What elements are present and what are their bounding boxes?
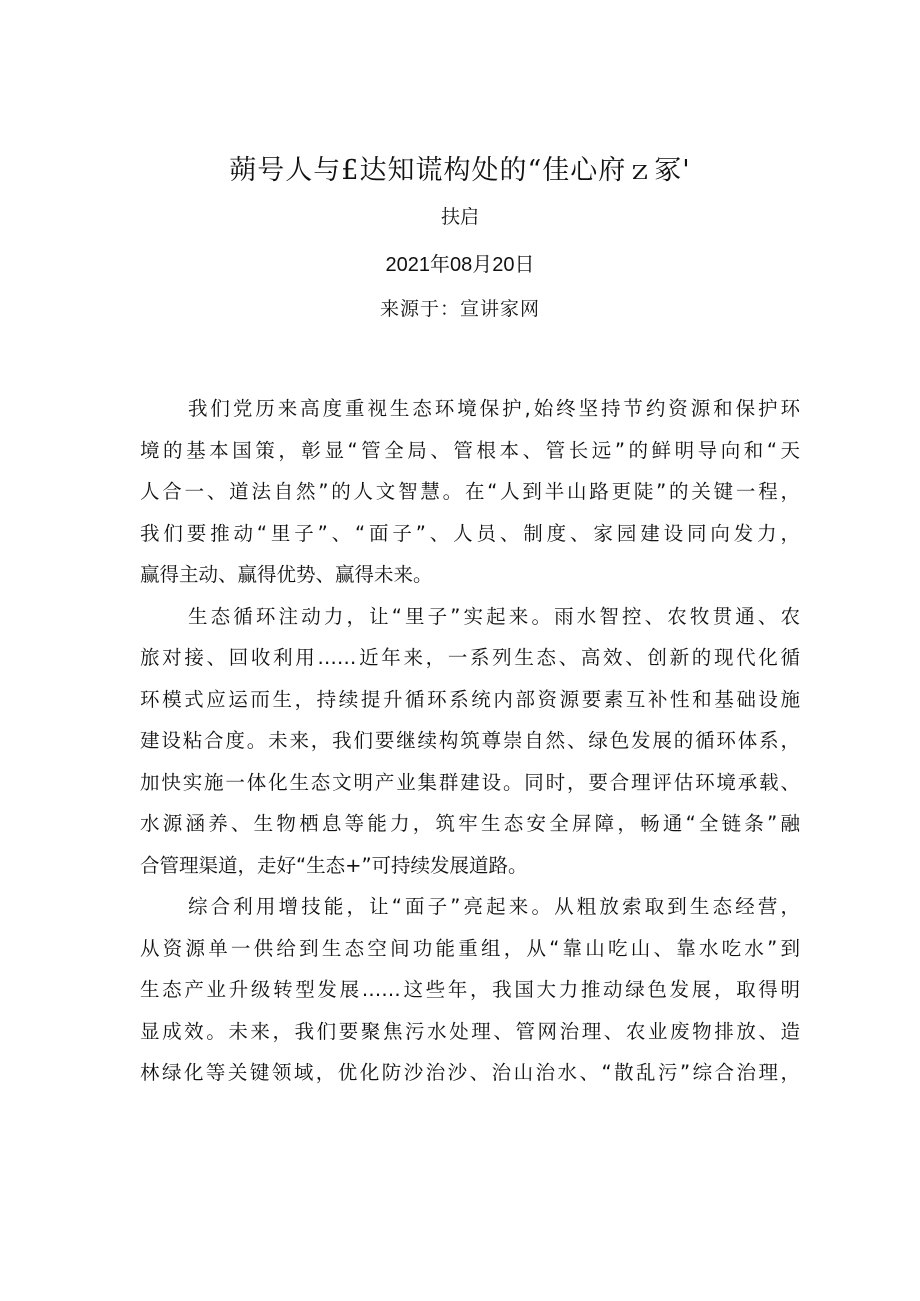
paragraph-2 [140,596,800,887]
article-body [140,388,800,1094]
paragraph-line: 显成效。未来，我们要聚焦污水处理、管网治理、农业废物排放、造 [140,1019,800,1043]
paragraph-line: 生态产业升级转型发展……这些年，我国大力推动绿色发展，取得明 [140,978,800,1001]
paragraph-1 [140,388,800,596]
paragraph-line: 境的基本国策，彰显“管全局、管根本、管长远”的鲜明导向和“天 [140,438,800,462]
paragraph-line: 建设粘合度。未来，我们要继续构筑尊崇自然、绿色发展的循环体系， [140,729,800,752]
paragraph-line: 我们要推动“里子”、“面子”、人员、制度、家园建设同向发力， [140,521,800,545]
article-source: 来源于：宣讲家网 [379,298,540,320]
paragraph-line: 赢得主动、赢得优势、赢得未来。 [140,563,433,586]
paragraph-line: 加快实施一体化生态文明产业集群建设。同时，要合理评估环境承载、 [140,770,800,794]
paragraph-line: 从资源单一供给到生态空间功能重组，从“靠山吃山、靠水吃水”到 [140,936,800,960]
paragraph-line: 人合一、道法自然”的人文智慧。在“人到半山路更陡”的关键一程， [140,480,800,503]
paragraph-line: 旅对接、回收利用……近年来，一系列生态、高效、创新的现代化循 [140,646,800,669]
paragraph-line: 水源涵养、生物栖息等能力，筑牢生态安全屏障，畅通“全链条”融 [140,812,800,835]
article-title: 蒴号人与£达知谎构处的“佳心府ｚ冢' [229,155,691,186]
paragraph-line: 综合利用增技能，让“面子”亮起来。从粗放索取到生态经营， [188,895,800,918]
paragraph-line: 林绿化等关键领域，优化防沙治沙、治山治水、“散乱污”综合治理， [140,1061,800,1084]
article-date: 2021年08月20日 [385,254,535,276]
article-author: 扶启 [440,206,479,228]
paragraph-line: 我们党历来高度重视生态环境保护,始终坚持节约资源和保护环 [188,397,800,420]
paragraph-line: 环模式应运而生，持续提升循环系统内部资源要素互补性和基础设施 [140,687,800,711]
paragraph-3 [140,886,800,1094]
paragraph-line: 生态循环注动力，让“里子”实起来。雨水智控、农牧贯通、农 [188,604,800,628]
paragraph-line: 合管理渠道，走好“生态+”可持续发展道路。 [140,853,528,877]
